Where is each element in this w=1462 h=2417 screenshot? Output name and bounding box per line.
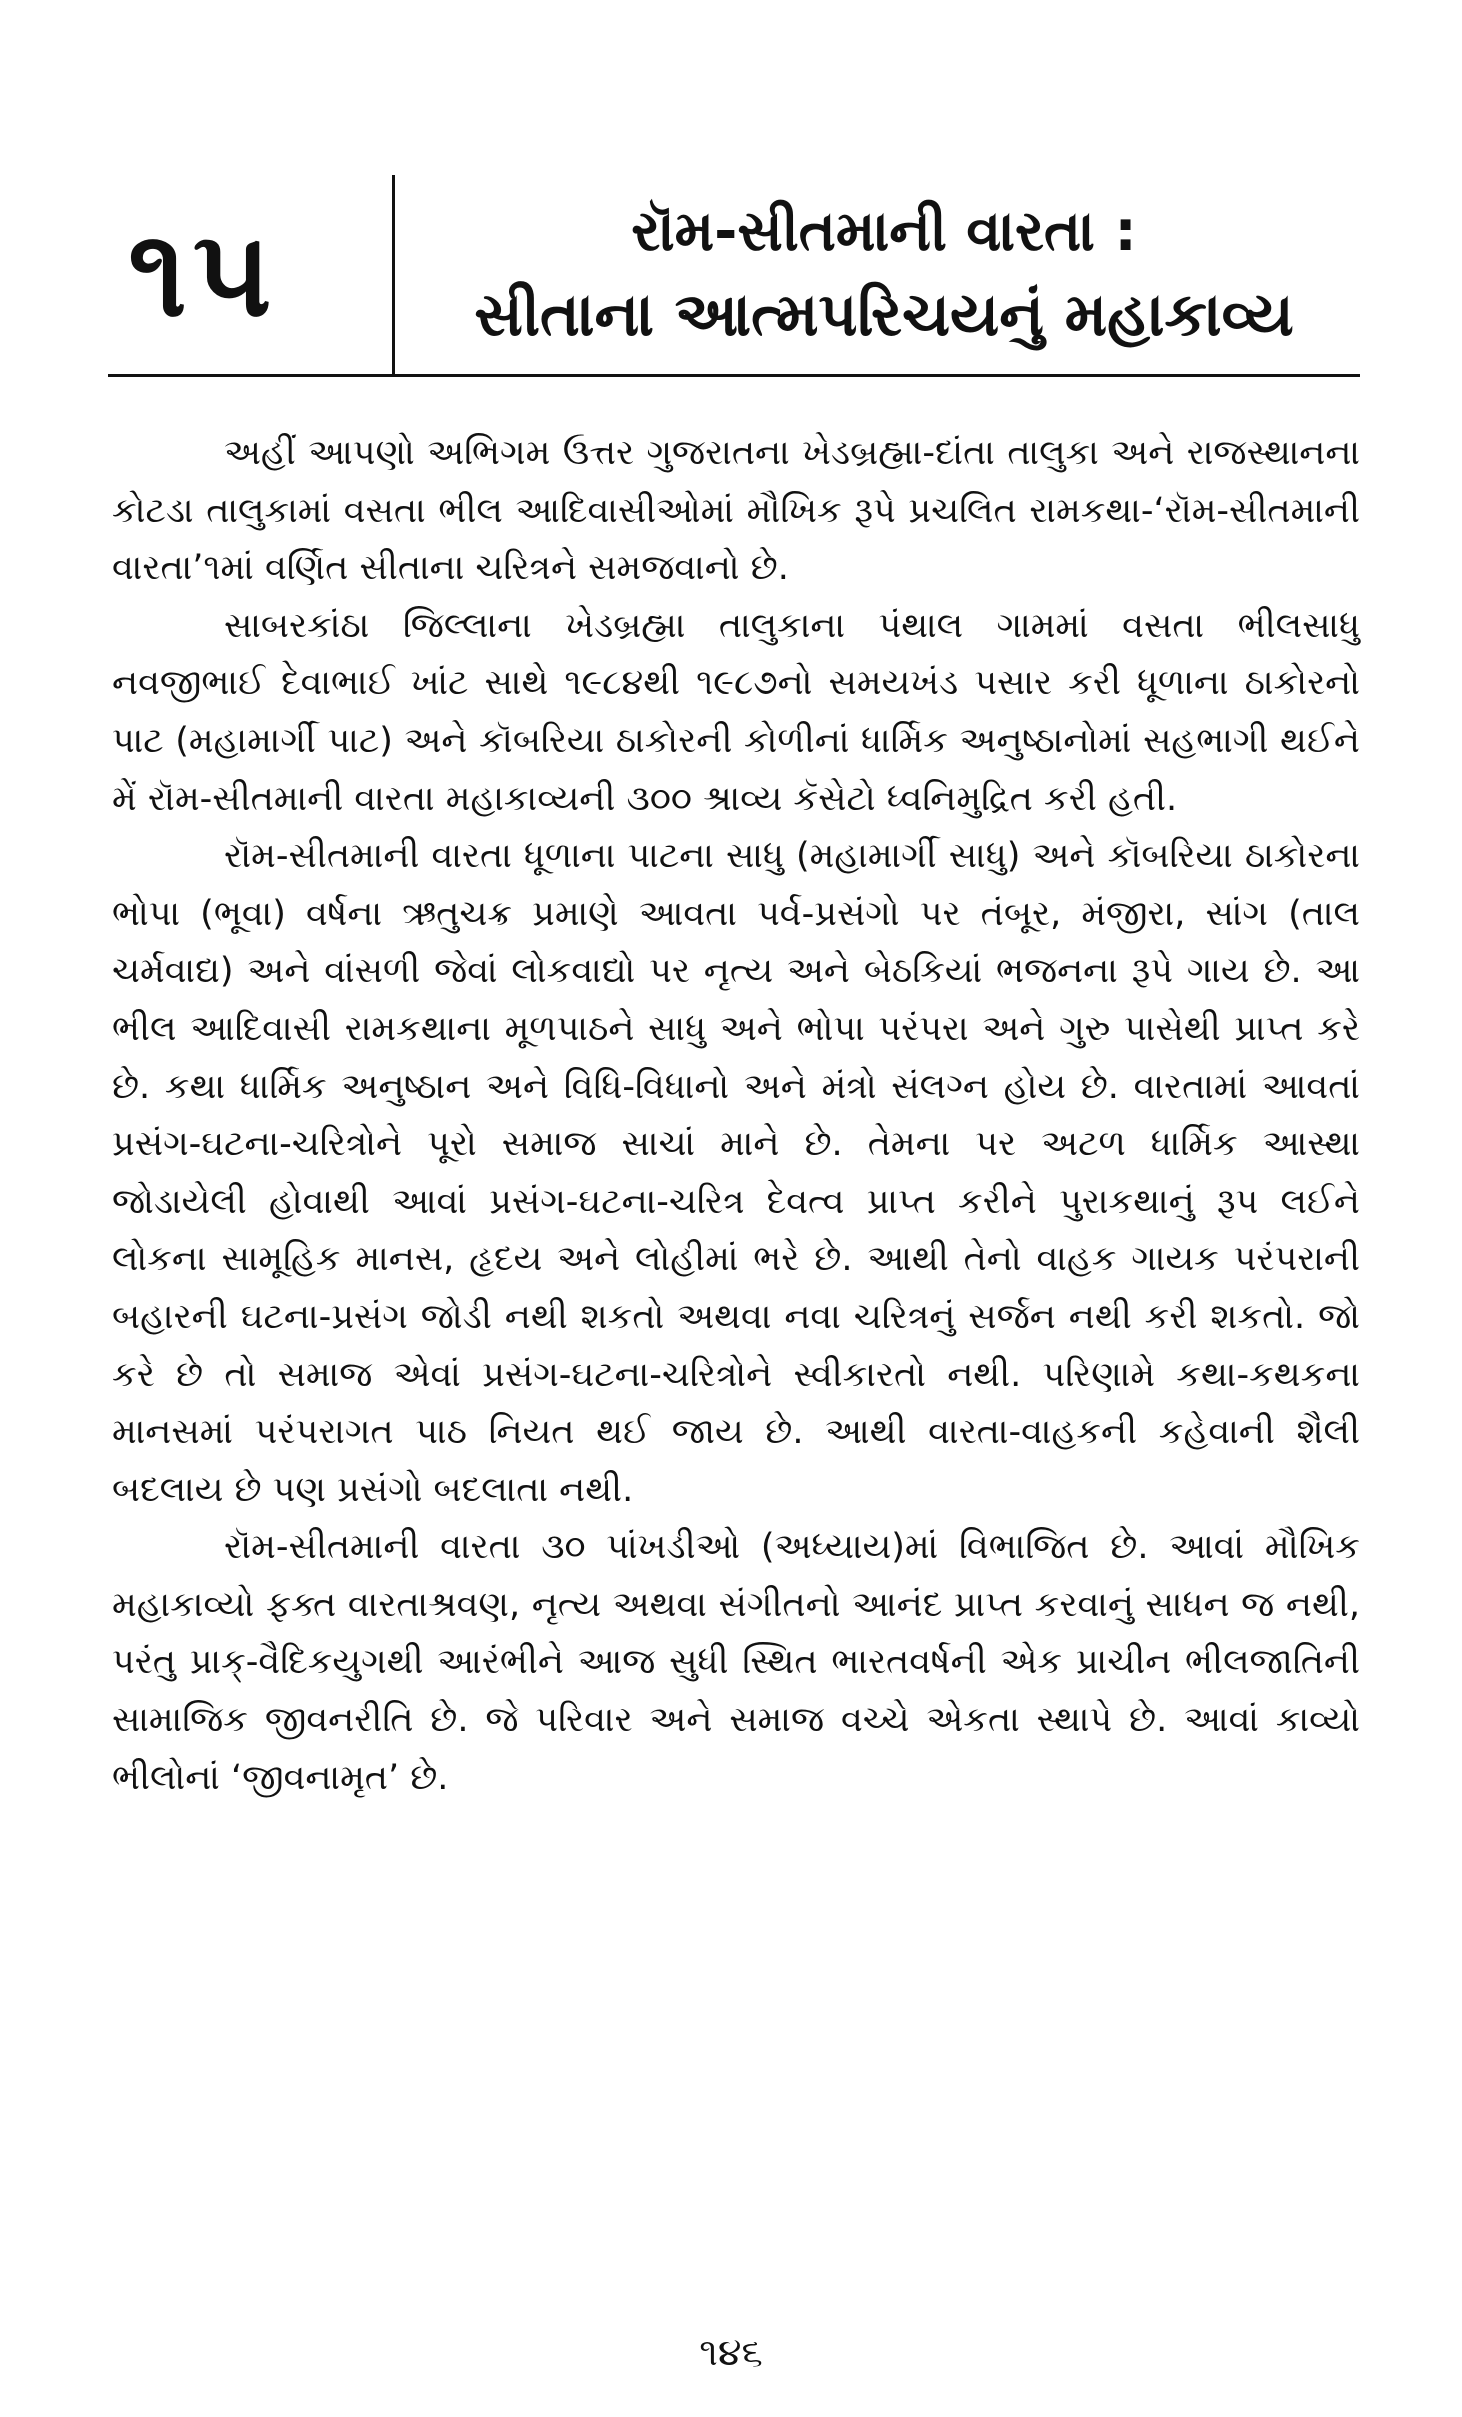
paragraph-3: રૉમ-સીતમાની વારતા ધૂળાના પાટના સાધુ (મહામાર્ગી સાધુ) અને કૉબરિયા ઠાકોરના ભોપા (ભૂવા) વર્ષના ઋતુચક્ર પ્રમાણે આવતા પર્વ-પ્રસંગો પર તંબૂર, મંજીરા, સાંગ (તાલ ચર્મવાદ્ય) અને વાંસળી જેવાં લોકવાદ્યો પર નૃત્ય અને બેઠકિયાં ભજનના રૂપે ગાય છે. આ ભીલ આદિવાસી રામકથાના મૂળપાઠને સાધુ અને ભોપા પરંપરા અને ગુરુ પાસેથી પ્રાપ્ત કરે છે. કથા ધાર્મિક અનુષ્ઠાન અને વિધિ-વિધાનો અને મંત્રો સંલગ્ન હોય છે. વારતામાં આવતાં પ્રસંગ-ઘટના-ચરિત્રોને પૂરો સમાજ સાચાં માને છે. તેમના પર અટળ ધાર્મિક આસ્થા જોડાયેલી હોવાથી આવાં પ્રસંગ-ઘટના-ચરિત્ર દેવત્વ પ્રાપ્ત કરીને પુરાકથાનું રૂપ લઈને લોકના સામૂહિક માનસ, હૃદય અને લોહીમાં ભરે છે. આથી તેનો વાહક ગાયક પરંપરાની બહારની ઘટના-પ્રસંગ જોડી નથી શકતો અથવા નવા ચરિત્રનું સર્જન નથી કરી શકતો. જો કરે છે તો સમાજ એવાં પ્રસંગ-ઘટના-ચરિત્રોને સ્વીકારતો નથી. પરિણામે કથા-કથકના માનસમાં પરંપરાગત પાઠ નિયત થઈ જાય છે. આથી વારતા-વાહકની કહેવાની શૈલી બદલાય છે પણ પ્રસંગો બદલાતા નથી. — [112, 836, 1360, 1510]
paragraph-4: રૉમ-સીતમાની વારતા ૩૦ પાંખડીઓ (અધ્યાય)માં વિભાજિત છે. આવાં મૌખિક મહાકાવ્યો ફક્ત વારતાશ્રવણ, નૃત્ય અથવા સંગીતનો આનંદ પ્રાપ્ત કરવાનું સાધન જ નથી, પરંતુ પ્રાક્-વૈદિકયુગથી આરંભીને આજ સુધી સ્થિત ભારતવર્ષની એક પ્રાચીન ભીલજાતિની સામાજિક જીવનરીતિ છે. જે પરિવાર અને સમાજ વચ્ચે એકતા સ્થાપે છે. આવાં કાવ્યો ભીલોનાં ‘જીવનામૃત’ છે. — [112, 1527, 1360, 1798]
paragraph-2: સાબરકાંઠા જિલ્લાના ખેડબ્રહ્મા તાલુકાના પંથાલ ગામમાં વસતા ભીલસાધુ નવજીભાઈ દેવાભાઈ ખાંટ સાથે ૧૯૮૪થી ૧૯૮૭નો સમયખંડ પસાર કરી ધૂળાના ઠાકોરનો પાટ (મહામાર્ગી પાટ) અને કૉબરિયા ઠાકોરની કોળીનાં ધાર્મિક અનુષ્ઠાનોમાં સહભાગી થઈને મેં રૉમ-સીતમાની વારતા મહાકાવ્યની ૩૦૦ શ્રાવ્ય કૅસેટો ધ્વનિમુદ્રિત કરી હતી. — [112, 605, 1360, 819]
chapter-divider — [392, 175, 395, 374]
chapter-number: ૧૫ — [128, 205, 278, 344]
chapter-title — [408, 193, 1360, 359]
paragraph-1: અહીં આપણો અભિગમ ઉત્તર ગુજરાતના ખેડબ્રહ્મા-દાંતા તાલુકા અને રાજસ્થાનના કોટડા તાલુકામાં વસતા ભીલ આદિવાસીઓમાં મૌખિક રૂપે પ્રચલિત રામકથા-‘રૉમ-સીતમાની વારતા’૧માં વર્ણિત સીતાના ચરિત્રને સમજવાનો છે. — [112, 433, 1360, 589]
chapter-title-line-1: રૉમ-સીતમાની વારતા : — [631, 199, 1137, 264]
page-number: ૧૪૬ — [699, 2330, 763, 2374]
chapter-title-line-2: સીતાના આત્મપરિચયનું મહાકાવ્ય — [474, 280, 1294, 350]
chapter-header — [108, 175, 1360, 377]
body-text — [112, 425, 1360, 1807]
